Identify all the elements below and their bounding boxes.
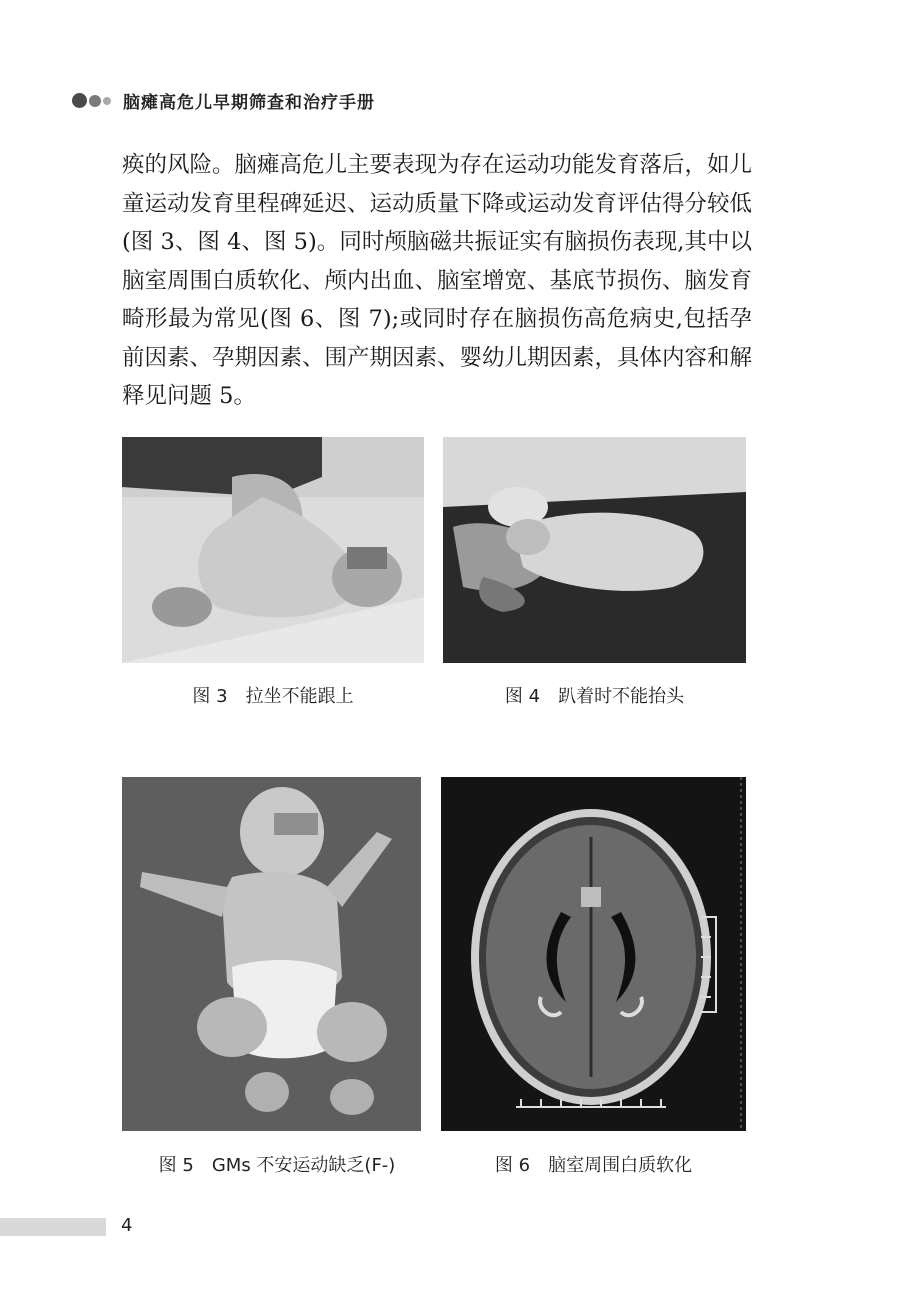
header-dots-icon: [72, 93, 113, 108]
running-header: [72, 88, 375, 113]
figure-6-mri: [441, 777, 746, 1131]
footer-bar: [0, 1218, 106, 1236]
figure-3-caption: 图 3 拉坐不能跟上: [192, 686, 354, 707]
page-number: 4: [121, 1215, 133, 1236]
figure-4-photo: [443, 437, 746, 663]
figure-3-photo: [122, 437, 424, 663]
running-title: 脑瘫高危儿早期筛查和治疗手册: [123, 93, 375, 113]
body-text: [122, 146, 752, 416]
figure-5-photo: [122, 777, 421, 1131]
figure-4-caption: 图 4 趴着时不能抬头: [504, 686, 685, 707]
body-paragraph: 痪的风险。脑瘫高危儿主要表现为存在运动功能发育落后，如儿童运动发育里程碑延迟、运动质量下降或运动发育评估得分较低(图 3、图 4、图 5)。同时颅脑磁共振证实有脑损伤表现,其中以脑室周围白质软化、颅内出血、脑室增宽、基底节损伤、脑发育畸形最为常见(图 6、图 7);或同时存在脑损伤高危病史,包括孕前因素、孕期因素、围产期因素、婴幼儿期因素，具体内容和解释见问题 5。: [122, 152, 753, 409]
figure-6-caption: 图 6 脑室周围白质软化: [494, 1155, 693, 1176]
figure-5-caption: 图 5 GMs 不安运动缺乏(F-): [158, 1155, 396, 1176]
